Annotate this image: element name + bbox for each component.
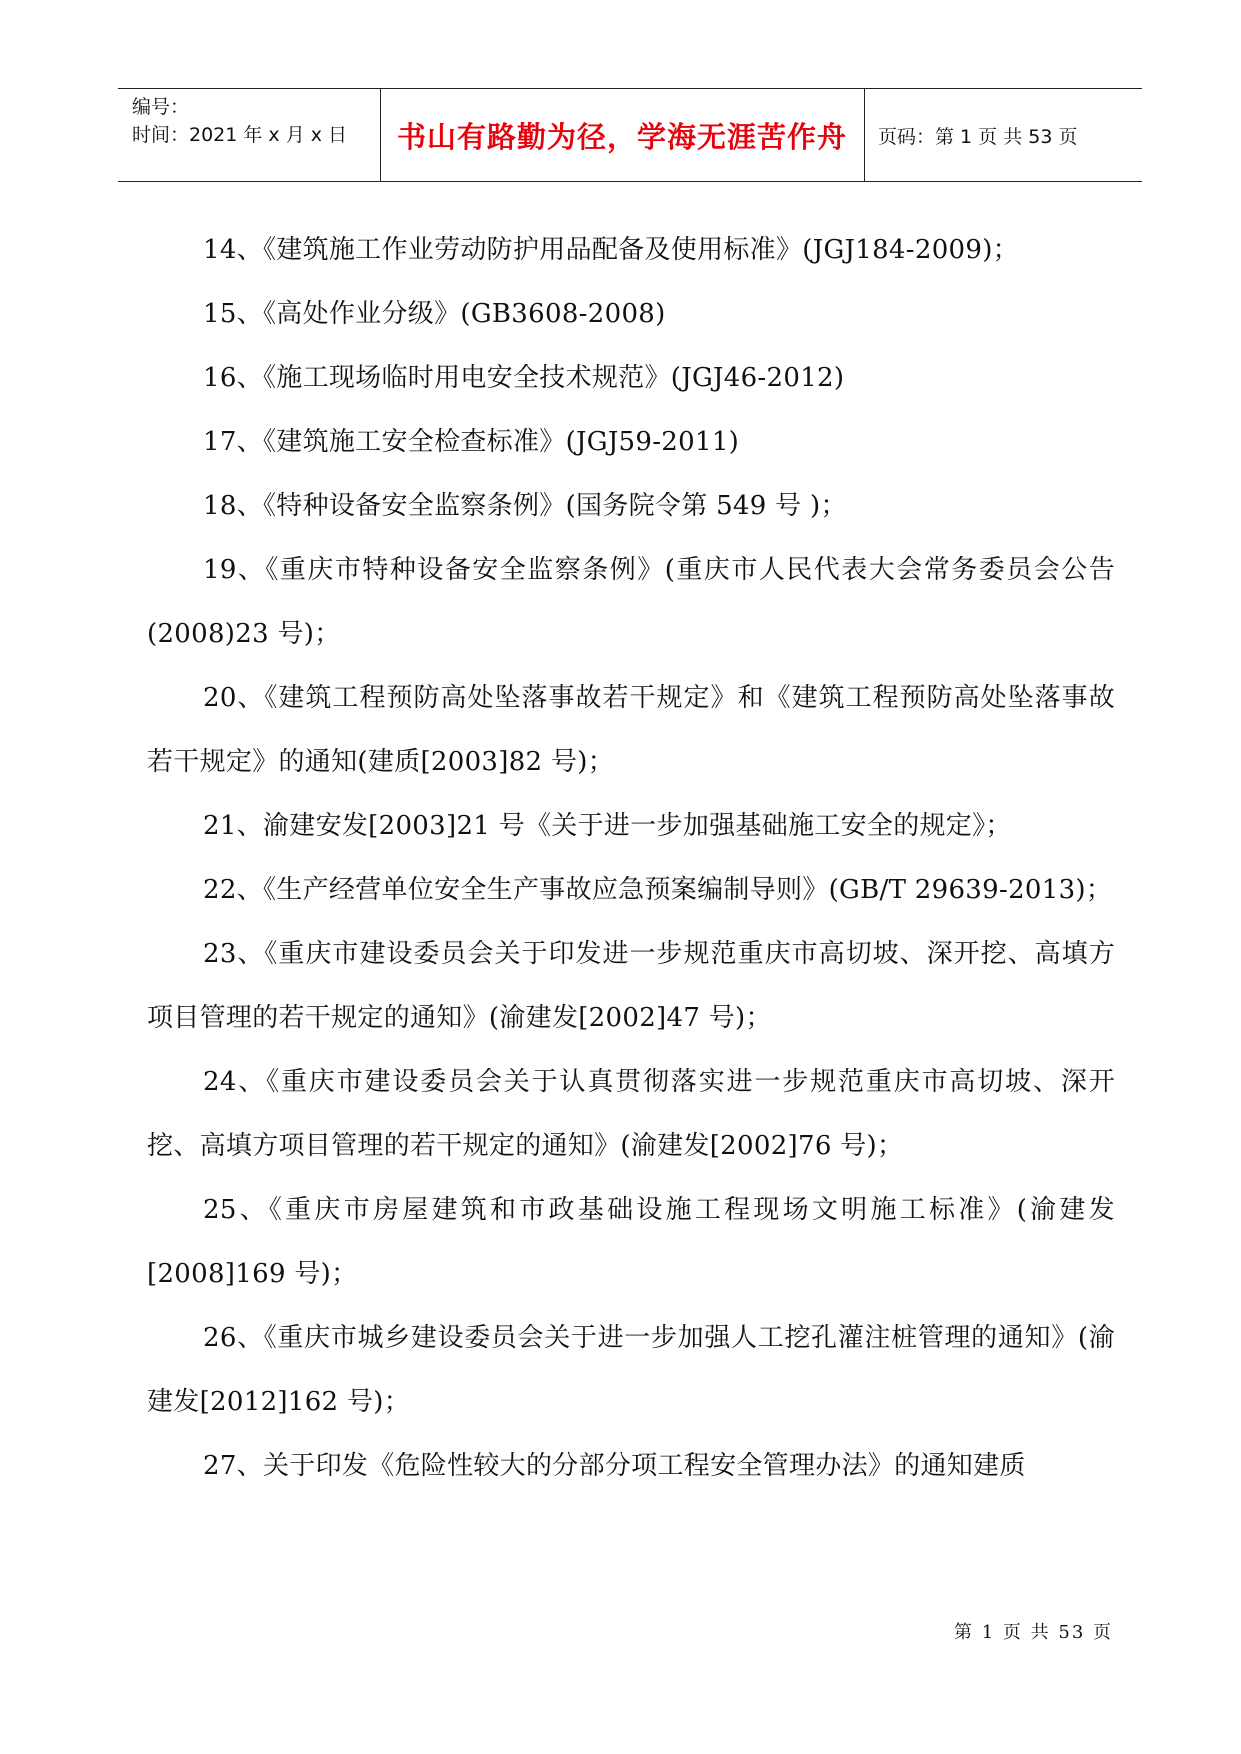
list-item: 16、《施工现场临时用电安全技术规范》(JGJ46-2012)	[203, 363, 845, 393]
list-item: 25、《重庆市房屋建筑和市政基础设施工程现场文明施工标准》(渝建发[2008]169 号)；	[147, 1195, 1115, 1289]
page-footer: 第 1 页 共 53 页	[954, 1622, 1113, 1643]
list-item: 24、《重庆市建设委员会关于认真贯彻落实进一步规范重庆市高切坡、深开挖、高填方项目管理的若干规定的通知》(渝建发[2002]76 号)；	[147, 1067, 1115, 1161]
header-motto: 书山有路勤为径，学海无涯苦作舟	[396, 119, 847, 154]
document-number-label: 编号：	[132, 96, 190, 118]
list-item: 21、渝建安发[2003]21 号《关于进一步加强基础施工安全的规定》；	[203, 811, 1012, 841]
list-item: 14、《建筑施工作业劳动防护用品配备及使用标准》(JGJ184-2009)；	[203, 235, 1019, 265]
list-item: 15、《高处作业分级》(GB3608-2008)	[203, 299, 666, 329]
header-meta	[132, 93, 372, 149]
document-header	[118, 88, 1142, 182]
list-item: 23、《重庆市建设委员会关于印发进一步规范重庆市高切坡、深开挖、高填方项目管理的若干规定的通知》(渝建发[2002]47 号)；	[147, 939, 1115, 1033]
regulation-list	[147, 218, 1115, 1498]
list-item: 27、关于印发《危险性较大的分部分项工程安全管理办法》的通知建质	[203, 1451, 1026, 1481]
list-item: 22、《生产经营单位安全生产事故应急预案编制导则》(GB/T 29639-2013)；	[203, 875, 1113, 905]
header-divider	[864, 89, 865, 181]
document-date: 时间：2021 年 x 月 x 日	[132, 124, 348, 146]
list-item: 18、《特种设备安全监察条例》(国务院令第 549 号 )；	[203, 491, 847, 521]
list-item: 17、《建筑施工安全检查标准》(JGJ59-2011)	[203, 427, 740, 457]
header-page-code: 页码：第 1 页 共 53 页	[878, 125, 1078, 148]
list-item: 20、《建筑工程预防高处坠落事故若干规定》和《建筑工程预防高处坠落事故若干规定》的通知(建质[2003]82 号)；	[147, 683, 1115, 777]
list-item: 26、《重庆市城乡建设委员会关于进一步加强人工挖孔灌注桩管理的通知》(渝建发[2012]162 号)；	[147, 1323, 1115, 1417]
list-item: 19、《重庆市特种设备安全监察条例》(重庆市人民代表大会常务委员会公告(2008)23 号)；	[147, 555, 1115, 649]
